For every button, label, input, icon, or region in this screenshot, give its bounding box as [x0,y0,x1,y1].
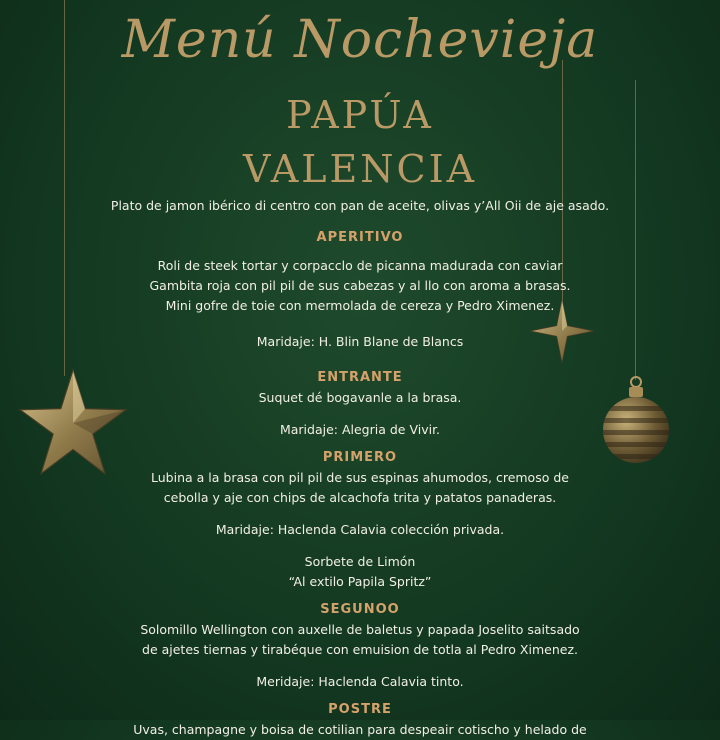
entrante-pairing: Maridaje: Alegria de Vivir. [279,422,441,437]
postre-dish: Uvas, champagne y boisa de cotilian para despeair cotischo y helado de [133,722,587,737]
section-heading-segundo: SEGUNOO [320,602,400,617]
section-heading-postre: POSTRE [328,702,392,717]
intro-dish: Plato de jamon ibérico di centro con pan de aceite, olivas y’All Oii de aje asado. [110,198,610,213]
menu-body [100,196,620,740]
restaurant-name-line2: VALENCIA [242,147,478,191]
primero-dish-2: cebolla y aje con chips de alcachofa trita y patatos panaderas. [163,490,557,505]
section-heading-aperitivo: APERITIVO [316,230,404,245]
aperitivo-pairing: Maridaje: H. Blin Blane de Blancs [256,334,464,349]
sorbete-name: Sorbete de Limón [304,554,416,569]
segundo-dish-1: Solomillo Wellington con auxelle de baletus y papada Joselito saitsado [140,622,580,637]
aperitivo-dish-1: Roli de steek tortar y corpacclo de picanna madurada con caviar [157,258,563,273]
section-heading-entrante: ENTRANTE [317,370,403,385]
sorbete-style: “Al extilo Papila Spritz” [288,574,432,589]
menu-title: Menú Nochevieja [121,10,599,70]
aperitivo-dish-3: Mini gofre de toie con mermolada de cereza y Pedro Ximenez. [165,298,555,313]
restaurant-name-line1: PAPÚA [286,93,434,137]
primero-pairing: Maridaje: Haclenda Calavia colección privada. [215,522,505,537]
aperitivo-dish-2: Gambita roja con pil pil de sus cabezas y al llo con aroma a brasas. [149,278,571,293]
primero-dish-1: Lubina a la brasa con pil pil de sus espinas ahumodos, cremoso de [151,470,569,485]
entrante-dish: Suquet dé bogavanle a la brasa. [258,390,462,405]
section-heading-primero: PRIMERO [322,450,398,465]
segundo-pairing: Meridaje: Haclenda Calavia tinto. [256,674,464,689]
segundo-dish-2: de ajetes tiernas y tirabéque con emuision de totla al Pedro Ximenez. [142,642,578,657]
